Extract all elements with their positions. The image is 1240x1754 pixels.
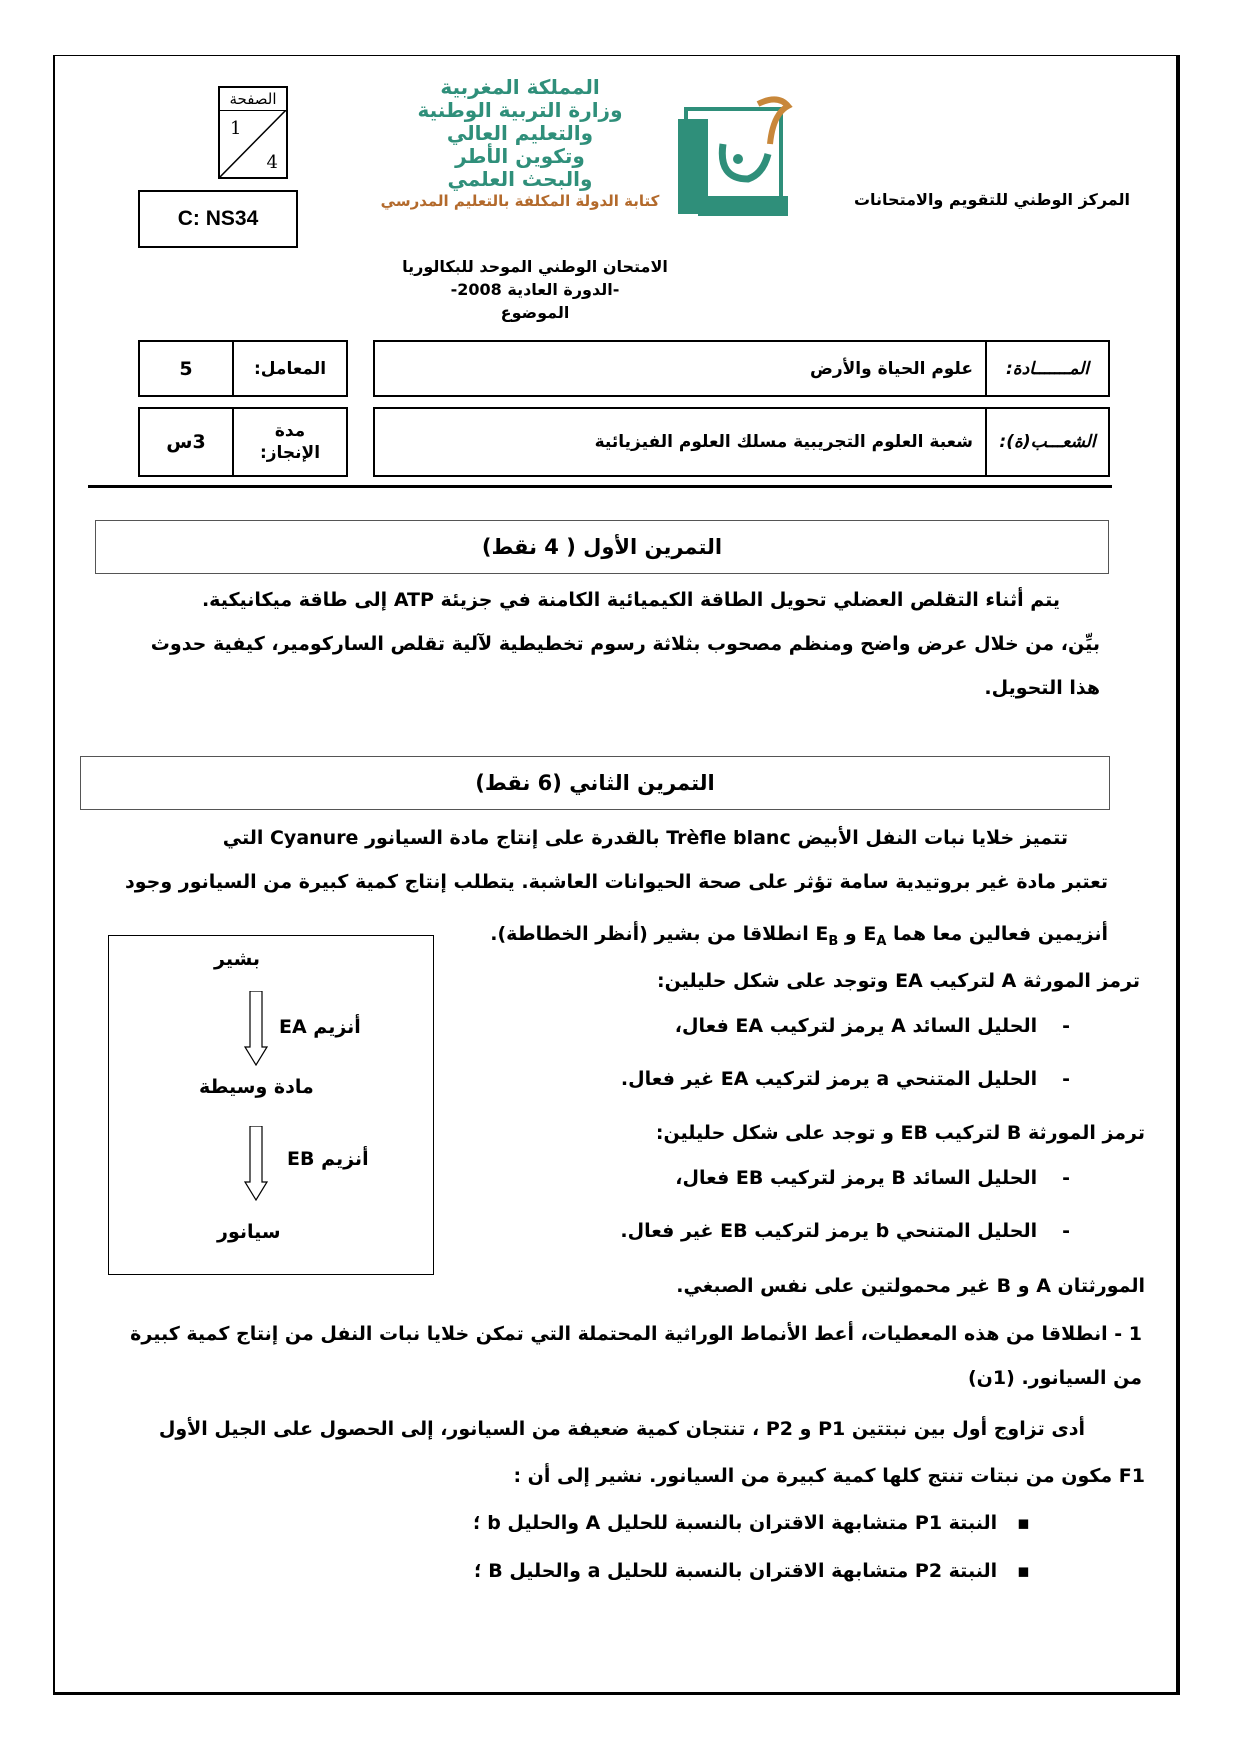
ministry-line: وزارة التربية الوطنية	[417, 98, 623, 122]
ministry-header	[355, 76, 685, 211]
coef-label: المعامل:	[232, 340, 348, 397]
arrow-down-icon	[244, 991, 268, 1066]
intro-line-3: أنزيمين فعالين معا هما $E_A$ و $E_B$ انطلاقا من بشير (أنظر الخطاطة).	[490, 923, 1108, 949]
diagram-middle: مادة وسيطة	[199, 1076, 314, 1098]
diagram-end: سيانور	[217, 1221, 281, 1243]
geneA-title: ترمز المورثة A لتركيب EA وتوجد على شكل حليلين:	[657, 970, 1140, 992]
ministry-line: والبحث العلمي	[447, 167, 593, 191]
exercise1-line: هذا التحويل.	[984, 677, 1100, 699]
question-line: من السيانور. (1ن)	[968, 1367, 1142, 1389]
geneB-title: ترمز المورثة B لتركيب EB و توجد على شكل حليلين:	[655, 1122, 1145, 1144]
geneA-dominant: -الحليل السائد A يرمز لتركيب EA فعال،	[674, 1015, 1070, 1037]
header-divider	[88, 485, 1112, 488]
branch-value: شعبة العلوم التجريبية مسلك العلوم الفيزيائية	[373, 407, 987, 477]
duration-value: 3س	[138, 407, 234, 477]
question-line: 1 - انطلاقا من هذه المعطيات، أعط الأنماط الوراثية المحتملة التي تمكن خلايا نبات النفل من إنتاج كمية كبيرة	[130, 1323, 1142, 1345]
page-total: 4	[266, 152, 278, 173]
geneA-recessive: -الحليل المتنحي a يرمز لتركيب EA غير فعال.	[620, 1068, 1070, 1090]
center-name: المركز الوطني للتقويم والامتحانات	[853, 190, 1130, 209]
page-number-box	[218, 86, 288, 179]
arrow-down-icon	[244, 1126, 268, 1201]
ministry-line: والتعليم العالي	[446, 121, 594, 145]
coef-value: 5	[138, 340, 234, 397]
diagram-start: بشير	[214, 948, 261, 970]
exam-code: C: NS34	[138, 190, 298, 248]
ministry-line: وتكوين الأطر	[455, 144, 585, 168]
diagram-enzyme1: أنزيم EA	[279, 1016, 361, 1038]
duration-label-2: الإنجاز:	[259, 443, 321, 463]
subject-label: المـــــــادة:	[985, 340, 1110, 397]
diagram-enzyme2: أنزيم EB	[287, 1148, 369, 1170]
branch-label: الشعـــب(ة):	[985, 407, 1110, 477]
geneB-dominant: -الحليل السائد B يرمز لتركيب EB فعال،	[675, 1167, 1070, 1189]
exam-title-line: الموضوع	[500, 303, 570, 322]
exercise1-line: بيِّن، من خلال عرض واضح ومنظم مصحوب بثلاثة رسوم تخطيطية لآلية تقلص الساركومير، كيفية حدوث	[150, 633, 1100, 655]
subject-value: علوم الحياة والأرض	[373, 340, 987, 397]
page-current: 1	[230, 118, 242, 139]
pathway-diagram	[108, 935, 434, 1275]
bullet-2: ▪النبتة P2 متشابهة الاقتران بالنسبة للحليل a والحليل B ؛	[474, 1560, 1030, 1582]
exercise1-title: التمرين الأول ( 4 نقط)	[95, 520, 1109, 574]
cross-line-1: أدى تزاوج أول بين نبتتين P1 و P2 ، تنتجان كمية ضعيفة من السيانور، إلى الحصول على الجيل الأول	[158, 1418, 1085, 1440]
exam-title	[370, 255, 700, 324]
intro-line: تتميز خلايا نبات النفل الأبيض Trèfle blanc بالقدرة على إنتاج مادة السيانور Cyanure التي	[222, 827, 1068, 849]
cross-line-2: F1 مكون من نبتات تنتج كلها كمية كبيرة من السيانور. نشير إلى أن :	[513, 1465, 1145, 1487]
linkage-note: المورثتان A و B غير محمولتين على نفس الصبغي.	[676, 1275, 1145, 1297]
exercise1-line: يتم أثناء التقلص العضلي تحويل الطاقة الكيميائية الكامنة في جزيئة ATP إلى طاقة ميكانيكية.	[201, 589, 1060, 611]
bullet-1: ▪النبتة P1 متشابهة الاقتران بالنسبة للحليل A والحليل b ؛	[472, 1512, 1030, 1534]
duration-label	[232, 407, 348, 477]
duration-label-1: مدة	[274, 421, 306, 441]
exercise2-title: التمرين الثاني (6 نقط)	[80, 756, 1110, 810]
exercise1-text	[100, 578, 1100, 710]
geneB-recessive: -الحليل المتنحي b يرمز لتركيب EB غير فعال.	[620, 1220, 1070, 1242]
page-label: الصفحة	[229, 90, 277, 108]
question-1	[92, 1312, 1142, 1400]
exam-title-line: -الدورة العادية 2008-	[450, 280, 620, 299]
ministry-line: المملكة المغربية	[440, 75, 600, 99]
ministry-sub: كتابة الدولة المكلفة بالتعليم المدرسي	[380, 192, 660, 210]
exercise2-intro	[90, 816, 1108, 904]
ministry-logo-icon	[678, 84, 798, 224]
intro-line: تعتبر مادة غير بروتيدية سامة تؤثر على صحة الحيوانات العاشبة. يتطلب إنتاج كمية كبيرة من السيانور وجود	[125, 871, 1108, 893]
exam-title-line: الامتحان الوطني الموحد للبكالوريا	[402, 257, 668, 276]
